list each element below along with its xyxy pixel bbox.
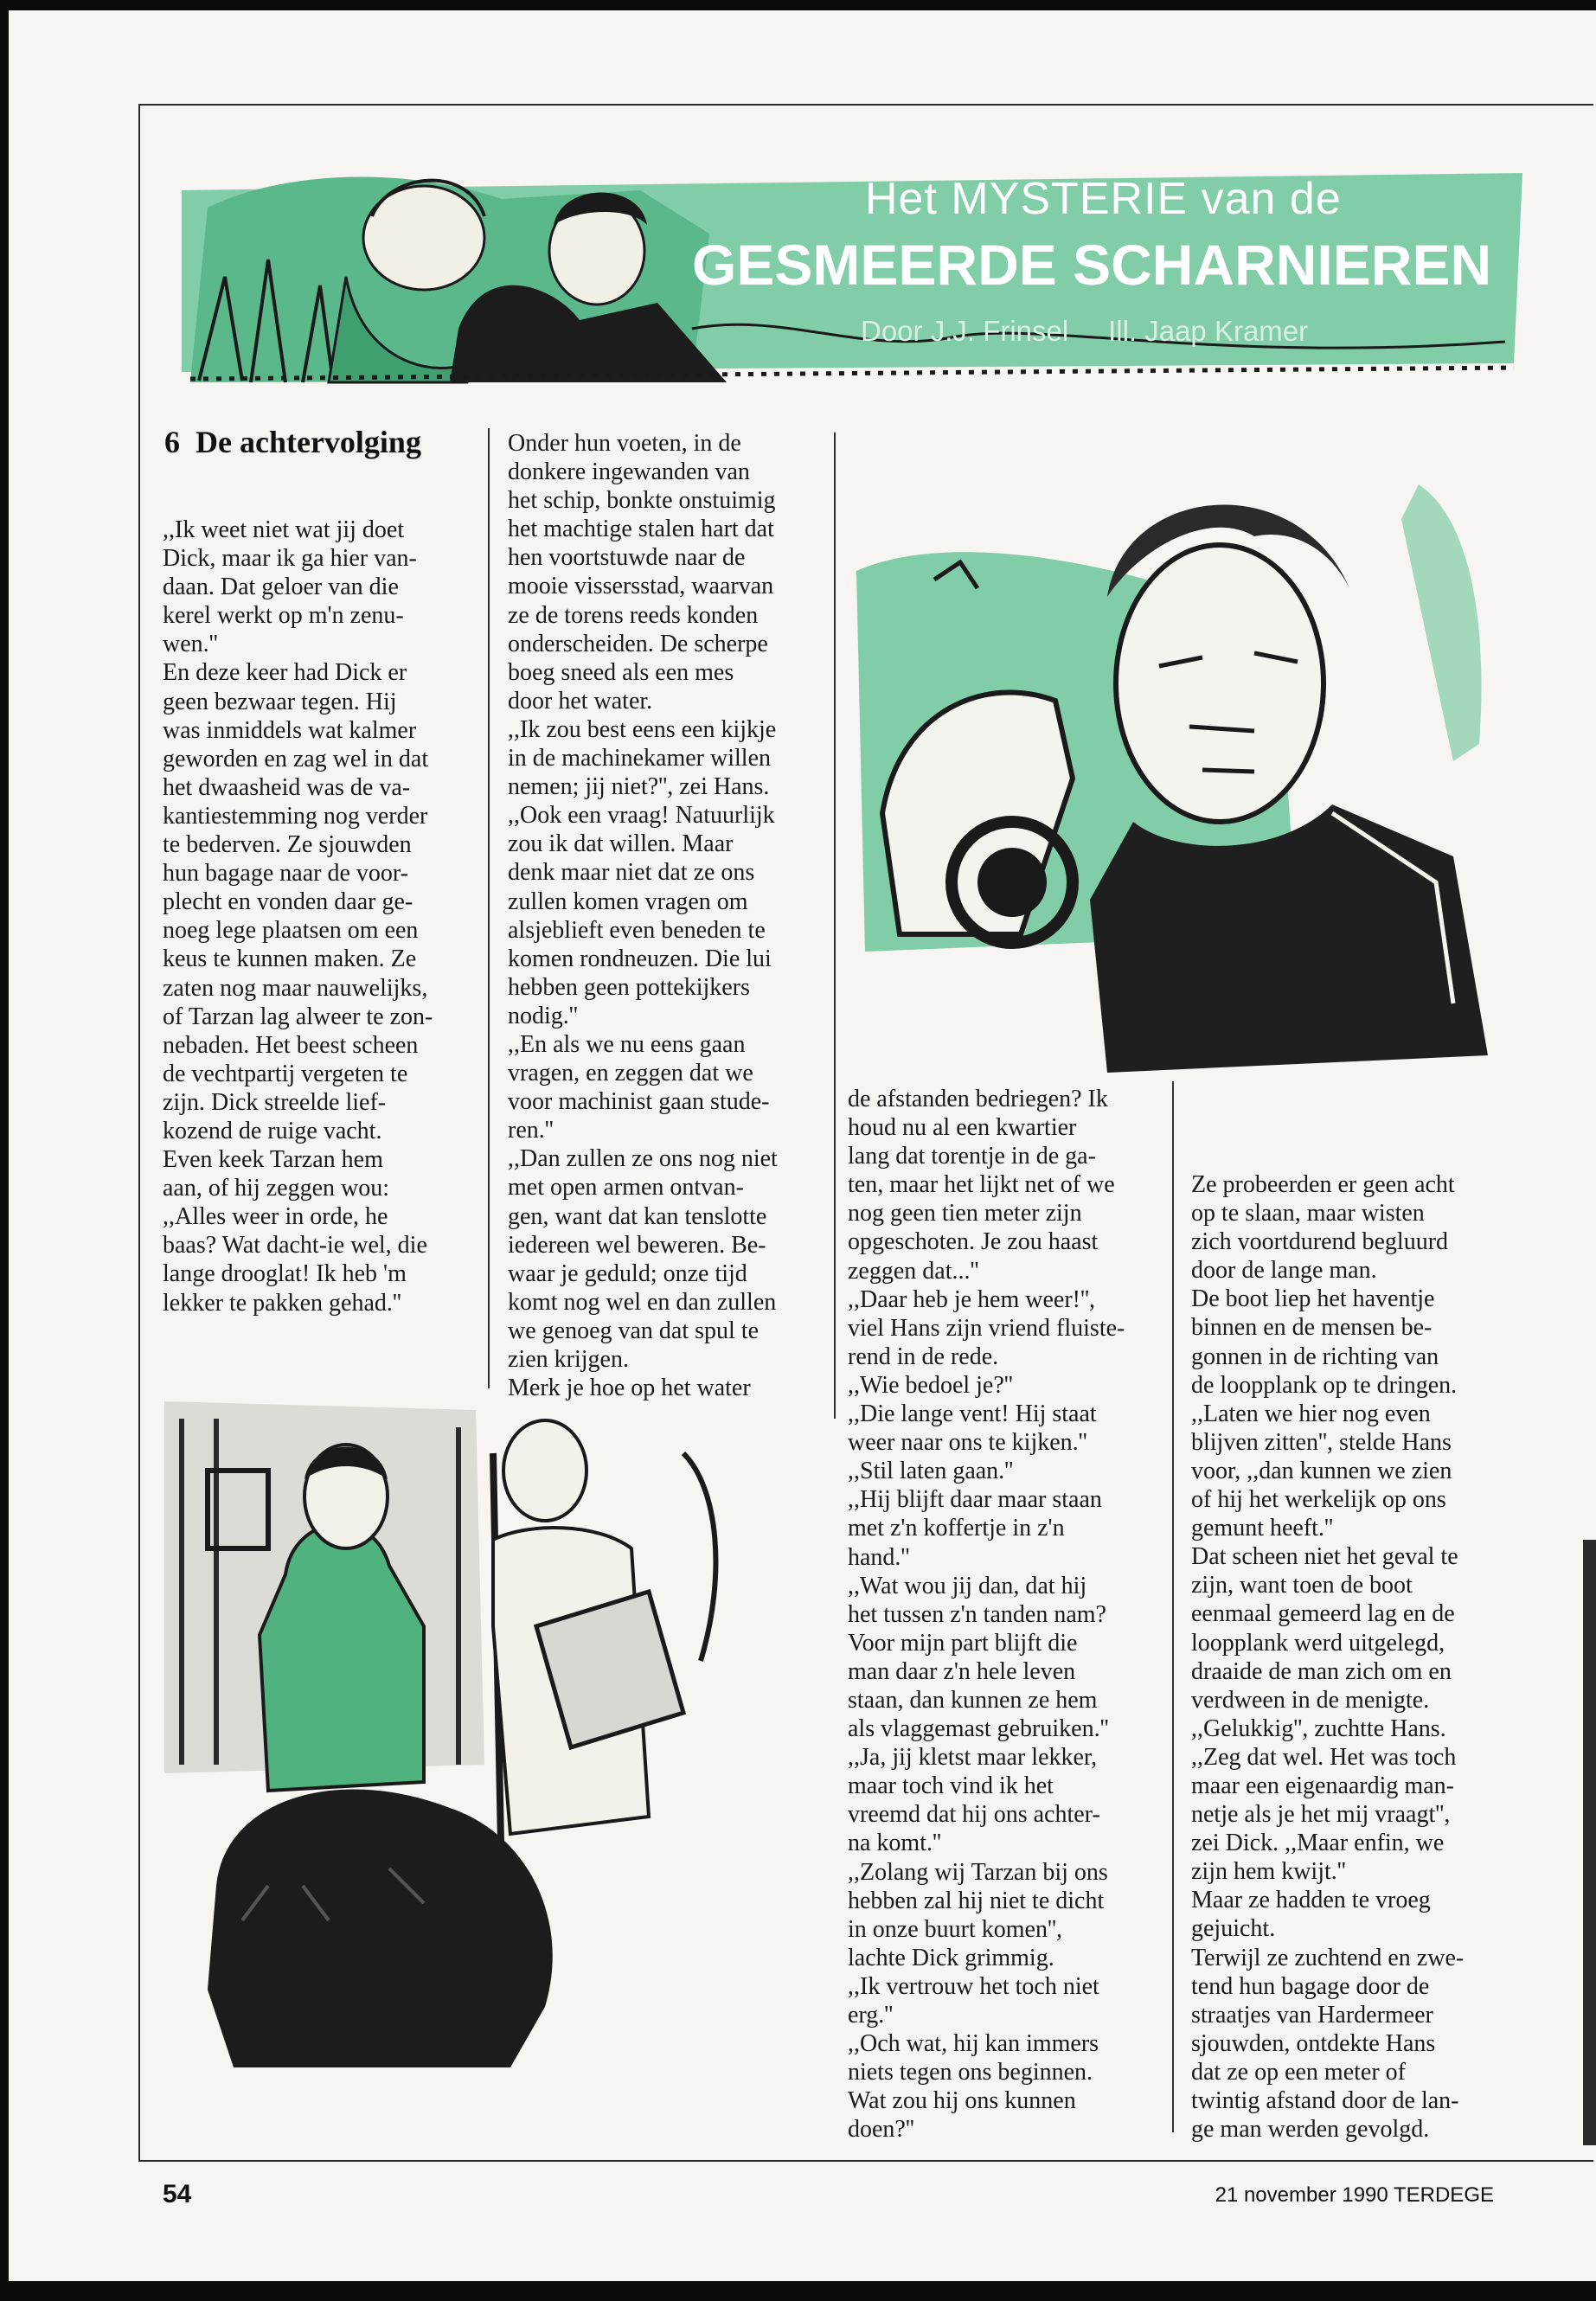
- column-rule-1: [488, 428, 490, 1388]
- column-3-text: de afstanden bedriegen? Ik houd nu al een kwartier lang dat torentje in de ga- ten, maar het lijkt net of we nog geen tien meter zijn opgeschoten. Je zou haast zeggen dat...'' ,,Daar heb je hem weer!'', viel Hans zijn vriend fluiste- rend in de rede. ,,Wie bedoel je?'' ,,Die lange vent! Hij staat weer naar ons te kijken.'' ,,Stil laten gaan.'' ,,Hij blijft daar maar staan met z'n koffertje in z'n hand.'' ,,Wat wou jij dan, dat hij het tussen z'n tanden nam? Voor mijn part blijft die man daar z'n hele leven staan, dan kunnen ze hem als vlaggemast gebruiken.'' ,,Ja, jij kletst maar lekker, maar toch vind ik het vreemd dat hij ons achter- na komt.'' ,,Zolang wij Tarzan bij ons hebben zal hij niet te dicht in onze buurt komen'', lachte Dick grimmig. ,,Ik vertrouw het toch niet erg.'' ,,Och wat, hij kan immers niets tegen ons beginnen. Wat zou hij ons kunnen doen?'': [848, 1086, 1125, 2144]
- column-rule-3: [1172, 1081, 1174, 2132]
- chapter-number: 6: [164, 425, 180, 459]
- illustration-man-portrait: [848, 450, 1505, 1090]
- banner-title-line2: GESMEERDE SCHARNIEREN: [692, 233, 1492, 297]
- chapter-heading: [164, 424, 421, 460]
- column-2-text: Onder hun voeten, in de donkere ingewanden van het schip, bonkte onstuimig het machtige stalen hart dat hen voortstuwde naar de mooie vissersstad, waarvan ze de torens reeds konden onderscheiden. De scherpe boeg sneed als een mes door het water. ,,Ik zou best eens een kijkje in de machinekamer willen nemen; jij niet?'', zei Hans. ,,Ook een vraag! Natuurlijk zou ik dat willen. Maar denk maar niet dat ze ons zullen komen vragen om alsjeblieft even beneden te komen rondneuzen. Die lui hebben geen pottekijkers nodig.'' ,,En als we nu eens gaan vragen, en zeggen dat we voor machinist gaan stude- ren.'' ,,Dan zullen ze ons nog niet met open armen ontvan- gen, want dat kan tenslotte iedereen wel beweren. Be- waar je geduld; onze tijd komt nog wel en dan zullen we genoeg van dat spul te zien krijgen. Merk je hoe op het water: [508, 430, 778, 1402]
- issue-date: 21 november 1990 TERDEGE: [1215, 2183, 1494, 2207]
- page-number: 54: [163, 2180, 192, 2208]
- banner-credits: [861, 315, 1308, 348]
- chapter-title: De achtervolging: [195, 425, 421, 459]
- illustrator-credit: Ill. Jaap Kramer: [1108, 315, 1309, 347]
- column-rule-2: [834, 433, 836, 1419]
- text-column-4: [1191, 1170, 1511, 2144]
- column-4-text: Ze probeerden er geen acht op te slaan, maar wisten zich voortdurend begluurd door de lange man. De boot liep het haventje binnen en de mensen be- gonnen in de richting van de loopplank op te dringen. ,,Laten we hier nog even blijven zitten'', stelde Hans voor, ,,dan kunnen we zien of hij het werkelijk op ons gemunt heeft.'' Dat scheen niet het geval te zijn, want toen de boot eenmaal gemeerd lag en de loopplank werd uitgelegd, draaide de man zich om en verdween in de menigte. ,,Gelukkig'', zuchtte Hans. ,,Zeg dat wel. Het was toch maar een eigenaardig man- netje als je het mij vraagt'', zei Dick. ,,Maar enfin, we zijn hem kwijt.'' Maar ze hadden te vroeg gejuicht. Terwijl ze zuchtend en zwe- tend hun bagage door de straatjes van Hardermeer sjouwden, ontdekte Hans dat ze op een meter of twintig afstand door de lan- ge man werden gevolgd.: [1191, 1171, 1465, 2144]
- text-column-1: [163, 516, 483, 1317]
- illustration-boys-with-dog: [164, 1401, 804, 2076]
- banner-title-line1: Het MYSTERIE van de: [865, 174, 1342, 224]
- page-edge-strip: [1583, 1540, 1596, 2145]
- text-column-3: [848, 1085, 1168, 2144]
- text-column-2: [508, 429, 828, 1402]
- author-credit: Door J.J. Frinsel: [861, 315, 1069, 347]
- column-1-text: ,,Ik weet niet wat jij doet Dick, maar ik ga hier van- daan. Dat geloer van die kerel werkt op m'n zenu- wen.'' En deze keer had Dick er geen bezwaar tegen. Hij was inmiddels wat kalmer geworden en zag wel in dat het dwaasheid was de va- kantiestemming nog verder te bederven. Ze sjouwden hun bagage naar de voor- plecht en vonden daar ge- noeg lege plaatsen om een keus te kunnen maken. Ze zaten nog maar nauwelijks, of Tarzan lag alweer te zon- nebaden. Het beest scheen de vechtpartij vergeten te zijn. Dick streelde lief- kozend de ruige vacht. Even keek Tarzan hem aan, of hij zeggen wou: ,,Alles weer in orde, he baas? Wat dacht-ie wel, die lange drooglat! Ik heb 'm lekker te pakken gehad.'': [163, 516, 433, 1317]
- header-banner: [173, 156, 1522, 398]
